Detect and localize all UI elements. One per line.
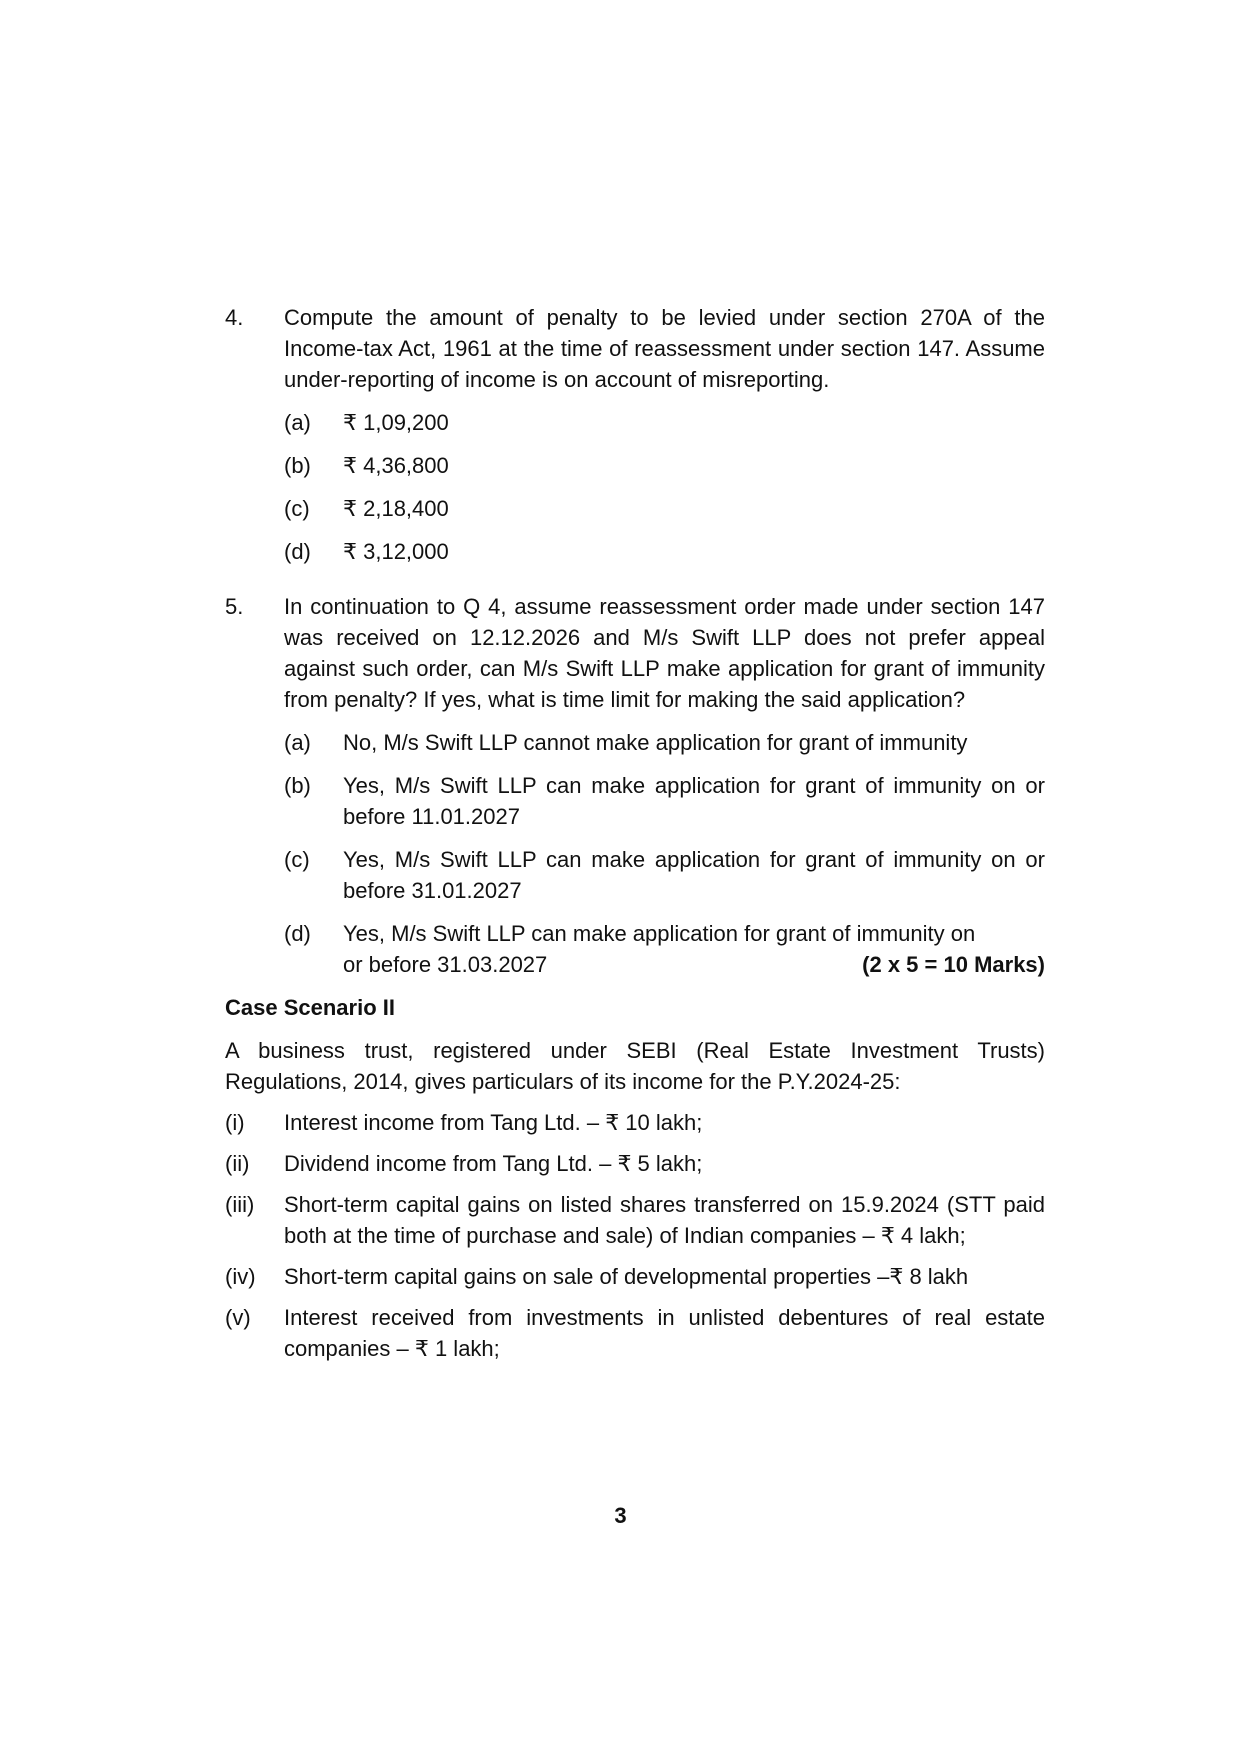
list-item-text: Interest received from investments in unlisted debentures of real estate companies – ₹ 1 lakh; (284, 1305, 1045, 1361)
option-text: ₹ 4,36,800 (343, 453, 449, 478)
list-item-number: (i) (225, 1110, 245, 1135)
option-text-first-line: Yes, M/s Swift LLP can make application for grant of immunity on (343, 921, 976, 946)
option-text: ₹ 1,09,200 (343, 410, 449, 435)
question-5 (225, 591, 1045, 980)
question-body (284, 302, 1045, 579)
page-content (225, 302, 1045, 1374)
option-last-line (343, 949, 1045, 980)
page-number: 3 (614, 1503, 627, 1528)
list-item (225, 1261, 1045, 1292)
option-label: (d) (284, 539, 311, 564)
list-item-number: (iii) (225, 1192, 255, 1217)
option-c (284, 844, 1045, 906)
option-list (284, 407, 1045, 567)
option-b (284, 770, 1045, 832)
option-text: ₹ 2,18,400 (343, 496, 449, 521)
list-item (225, 1107, 1045, 1138)
option-a (284, 727, 1045, 758)
case-intro: A business trust, registered under SEBI (Real Estate Investment Trusts) Regulations, 2014, gives particulars of its income for the P.Y.2024-25: (225, 1038, 1045, 1094)
option-text: Yes, M/s Swift LLP can make application for grant of immunity on or before 31.01.2027 (343, 847, 1045, 903)
income-list (225, 1107, 1045, 1364)
list-item (225, 1189, 1045, 1251)
question-number: 4. (225, 305, 244, 330)
option-a (284, 407, 1045, 438)
marks-allocation: (2 x 5 = 10 Marks) (862, 952, 1045, 977)
list-item-text: Short-term capital gains on sale of developmental properties –₹ 8 lakh (284, 1264, 969, 1289)
option-text: ₹ 3,12,000 (343, 539, 449, 564)
list-item-text: Interest income from Tang Ltd. – ₹ 10 lakh; (284, 1110, 703, 1135)
case-scenario (225, 992, 1045, 1364)
question-text: In continuation to Q 4, assume reassessment order made under section 147 was received on 12.12.2026 and M/s Swift LLP does not prefer appeal against such order, can M/s Swift LLP make application for grant of immunity from penalty? If yes, what is time limit for making the said application? (284, 594, 1045, 712)
option-label: (c) (284, 847, 310, 872)
option-d (284, 918, 1045, 980)
question-text: Compute the amount of penalty to be levied under section 270A of the Income-tax Act, 1961 at the time of reassessment under section 147. Assume under-reporting of income is on account of misreporting. (284, 305, 1045, 392)
option-text: No, M/s Swift LLP cannot make application for grant of immunity (343, 730, 968, 755)
option-label: (b) (284, 773, 311, 798)
option-c (284, 493, 1045, 524)
option-list (284, 727, 1045, 980)
option-label: (d) (284, 921, 311, 946)
option-d (284, 536, 1045, 567)
list-item-number: (v) (225, 1305, 251, 1330)
list-item (225, 1302, 1045, 1364)
option-b (284, 450, 1045, 481)
option-label: (a) (284, 730, 311, 755)
question-4 (225, 302, 1045, 579)
list-item-number: (iv) (225, 1264, 256, 1289)
section-title: Case Scenario II (225, 995, 395, 1020)
option-text (343, 918, 1045, 980)
option-text: Yes, M/s Swift LLP can make application for grant of immunity on or before 11.01.2027 (343, 773, 1045, 829)
question-body (284, 591, 1045, 980)
option-label: (a) (284, 410, 311, 435)
question-number: 5. (225, 594, 244, 619)
list-item-text: Short-term capital gains on listed shares transferred on 15.9.2024 (STT paid both at the time of purchase and sale) of Indian companies – ₹ 4 lakh; (284, 1192, 1045, 1248)
list-item-number: (ii) (225, 1151, 250, 1176)
list-item-text: Dividend income from Tang Ltd. – ₹ 5 lakh; (284, 1151, 703, 1176)
option-label: (c) (284, 496, 310, 521)
option-label: (b) (284, 453, 311, 478)
list-item (225, 1148, 1045, 1179)
option-text-last-line: or before 31.03.2027 (343, 952, 548, 977)
